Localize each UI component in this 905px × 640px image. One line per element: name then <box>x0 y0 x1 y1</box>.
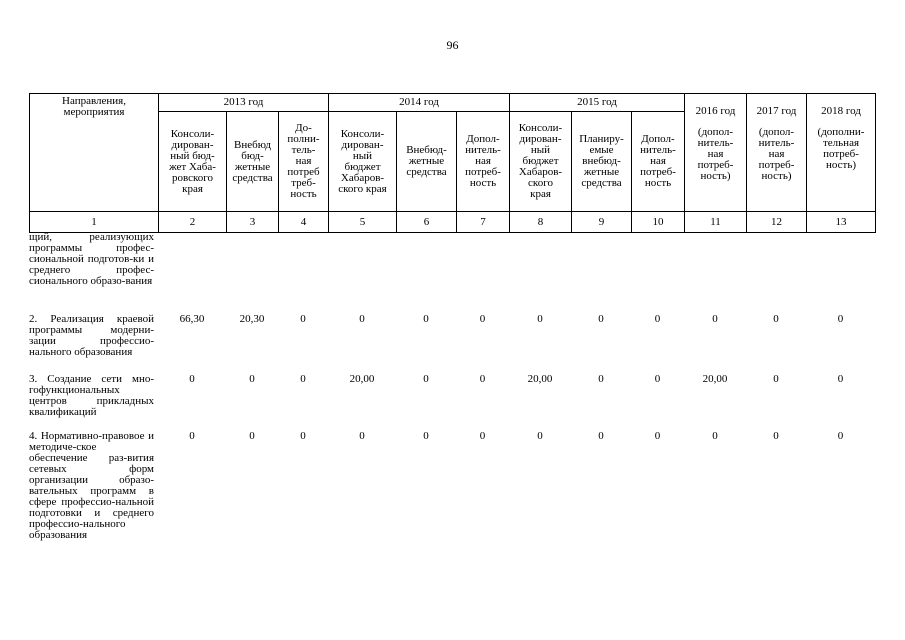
col-number-12: 12 <box>747 212 807 233</box>
row-value-col-4: 0 <box>300 373 306 385</box>
row-value-col-13: 0 <box>837 313 844 325</box>
row-value-col-6: 0 <box>423 313 429 325</box>
table-body <box>29 232 875 561</box>
table-row <box>29 314 875 374</box>
row-value-col-7 <box>456 232 509 314</box>
row-value-col-3 <box>226 232 278 314</box>
row-value-col-9: 0 <box>598 430 604 442</box>
row-name: 3. Создание сети мно-гофункциональных центров прикладных квалификаций <box>29 373 154 418</box>
row-value-col-5: 20,00 <box>349 373 375 385</box>
header-year-2014: 2014 год <box>329 94 510 112</box>
row-value-col-5: 0 <box>359 430 365 442</box>
col-number-9: 9 <box>572 212 632 233</box>
header-col-5: Консоли- дирован- ный бюджет Хабаров- ского края <box>329 112 397 212</box>
row-value-col-11: 20,00 <box>702 373 728 385</box>
row-value-col-12: 0 <box>773 373 779 385</box>
header-year-2016 <box>685 94 747 212</box>
row-value-col-4: 0 <box>300 430 306 442</box>
header-col-11: (допол- нитель- ная потреб- ность) <box>697 126 734 182</box>
row-value-col-13: 0 <box>837 430 844 442</box>
header-col-10: Допол- нитель- ная потреб- ность <box>632 112 685 212</box>
row-value-col-5 <box>328 232 396 314</box>
row-value-col-9 <box>571 232 631 314</box>
table-row <box>29 431 875 561</box>
row-value-col-8: 0 <box>537 313 543 325</box>
col-number-2: 2 <box>159 212 227 233</box>
header-col-4: До- полни- тель- ная потреб треб- ность <box>279 112 329 212</box>
table-row <box>29 232 875 314</box>
header-col-7: Допол- нитель- ная потреб- ность <box>457 112 510 212</box>
col-number-7: 7 <box>457 212 510 233</box>
row-value-col-12: 0 <box>773 430 779 442</box>
row-value-col-11 <box>684 232 746 314</box>
header-year-2016-label: 2016 год <box>695 105 736 117</box>
row-value-col-3: 0 <box>249 373 255 385</box>
row-name: 2. Реализация краевой программы модерни-зации профессио-нального образования <box>29 313 154 358</box>
row-value-col-6 <box>396 232 456 314</box>
header-year-2017 <box>747 94 807 212</box>
row-value-col-5: 0 <box>359 313 365 325</box>
col-number-10: 10 <box>632 212 685 233</box>
header-col-3: Внебюд бюд- жетные средства <box>227 112 279 212</box>
row-value-col-2: 0 <box>189 373 195 385</box>
row-value-col-12 <box>746 232 806 314</box>
header-directions: Направления, мероприятия <box>30 94 159 212</box>
row-value-col-11: 0 <box>712 313 718 325</box>
header-col-13: (дополни- тельная потреб- ность) <box>817 126 865 171</box>
table-header <box>29 93 876 233</box>
header-col-2: Консоли- дирован- ный бюд- жет Хаба- ровского края <box>159 112 227 212</box>
row-value-col-10 <box>631 232 684 314</box>
row-value-col-13: 0 <box>837 373 844 385</box>
col-number-4: 4 <box>279 212 329 233</box>
header-year-2017-label: 2017 год <box>756 105 797 117</box>
row-value-col-6: 0 <box>423 430 429 442</box>
row-name: щий, реализующих программы профес-сиональной подготов-ки и среднего профес-сионального образо-вания <box>29 231 154 287</box>
row-value-col-2: 0 <box>189 430 195 442</box>
row-value-col-10: 0 <box>654 430 661 442</box>
col-number-3: 3 <box>227 212 279 233</box>
row-value-col-6: 0 <box>423 373 429 385</box>
row-value-col-9: 0 <box>598 313 604 325</box>
row-value-col-12: 0 <box>773 313 779 325</box>
row-value-col-7: 0 <box>479 430 486 442</box>
page-number: 96 <box>446 38 459 52</box>
row-value-col-2 <box>158 232 226 314</box>
row-value-col-8: 0 <box>537 430 543 442</box>
row-value-col-2: 66,30 <box>179 313 205 325</box>
row-value-col-13 <box>806 232 875 314</box>
row-value-col-3: 20,30 <box>239 313 265 325</box>
header-col-12: (допол- нитель- ная потреб- ность) <box>758 126 795 182</box>
col-number-1: 1 <box>30 212 159 233</box>
header-col-8: Консоли- дирован- ный бюджет Хабаров- ского края <box>510 112 572 212</box>
row-value-col-11: 0 <box>712 430 718 442</box>
row-name: 4. Нормативно-правовое и методиче-ское обеспечение раз-вития сетевых форм организации образо-вательных программ в сфере профессио-нальной подготовки и среднего профессио-нального образования <box>29 430 154 541</box>
row-value-col-4: 0 <box>300 313 306 325</box>
row-value-col-10: 0 <box>654 373 661 385</box>
header-year-2015: 2015 год <box>510 94 685 112</box>
row-value-col-7: 0 <box>479 373 486 385</box>
header-year-2018-label: 2018 год <box>821 105 861 117</box>
header-year-2013: 2013 год <box>159 94 329 112</box>
col-number-13: 13 <box>807 212 876 233</box>
row-value-col-9: 0 <box>598 373 604 385</box>
row-value-col-7: 0 <box>479 313 486 325</box>
header-year-2018 <box>807 94 876 212</box>
row-value-col-3: 0 <box>249 430 255 442</box>
row-value-col-8: 20,00 <box>527 373 553 385</box>
col-number-6: 6 <box>397 212 457 233</box>
col-number-8: 8 <box>510 212 572 233</box>
col-number-5: 5 <box>329 212 397 233</box>
row-value-col-10: 0 <box>654 313 661 325</box>
table-row <box>29 374 875 431</box>
row-value-col-8 <box>509 232 571 314</box>
header-col-6: Внебюд- жетные средства <box>397 112 457 212</box>
row-value-col-4 <box>278 232 328 314</box>
header-col-9: Планиру- емые внебюд- жетные средства <box>572 112 632 212</box>
col-number-11: 11 <box>685 212 747 233</box>
